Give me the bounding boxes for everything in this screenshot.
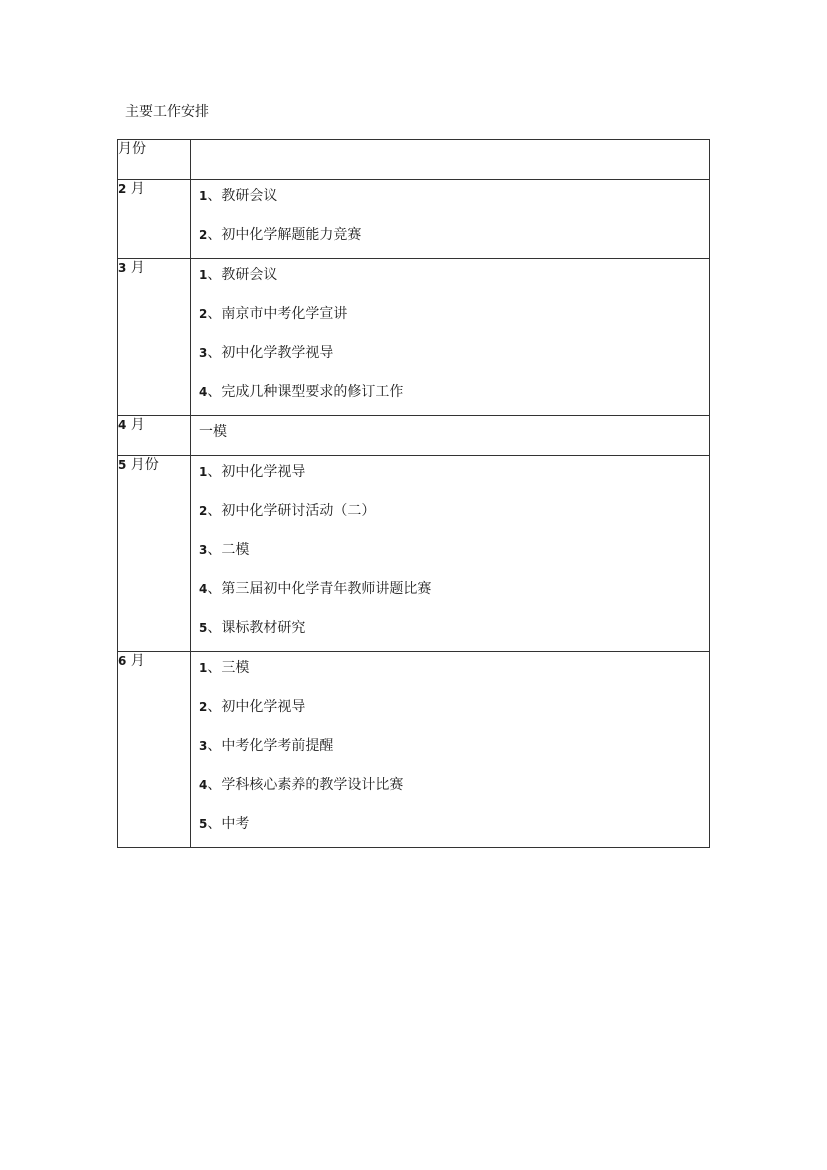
item-text: 、二模 xyxy=(207,542,250,558)
month-number: 6 xyxy=(118,654,127,668)
list-item xyxy=(191,769,709,808)
task-list-cell xyxy=(191,416,710,456)
table-row xyxy=(118,259,710,416)
item-number: 1 xyxy=(199,189,208,203)
month-cell xyxy=(118,180,191,259)
item-text: 、初中化学教学视导 xyxy=(207,345,334,361)
table-header-row xyxy=(118,140,710,180)
item-number: 1 xyxy=(199,268,208,282)
list-item xyxy=(191,534,709,573)
month-cell xyxy=(118,652,191,848)
item-number: 4 xyxy=(199,582,208,596)
item-text: 、中考 xyxy=(207,816,250,832)
list-item xyxy=(191,416,709,455)
item-number: 2 xyxy=(199,307,208,321)
item-text: 、教研会议 xyxy=(207,267,278,283)
month-label: 月份 xyxy=(126,457,159,473)
item-text: 、初中化学视导 xyxy=(207,699,306,715)
header-content-cell xyxy=(191,140,710,180)
list-item xyxy=(191,495,709,534)
month-label: 月 xyxy=(126,260,145,276)
list-item xyxy=(191,573,709,612)
item-text: 、课标教材研究 xyxy=(207,620,306,636)
list-item xyxy=(191,691,709,730)
task-list-cell xyxy=(191,456,710,652)
item-text: 、初中化学视导 xyxy=(207,464,306,480)
item-number: 2 xyxy=(199,700,208,714)
month-label: 月 xyxy=(126,653,145,669)
task-list-cell xyxy=(191,259,710,416)
item-number: 5 xyxy=(199,817,208,831)
month-cell xyxy=(118,259,191,416)
list-item xyxy=(191,652,709,691)
table-row xyxy=(118,416,710,456)
month-number: 5 xyxy=(118,458,127,472)
item-number: 2 xyxy=(199,504,208,518)
task-list-cell xyxy=(191,180,710,259)
item-number: 1 xyxy=(199,465,208,479)
item-text: 、学科核心素养的教学设计比赛 xyxy=(207,777,404,793)
list-item xyxy=(191,219,709,258)
item-text: 、初中化学解题能力竞赛 xyxy=(207,227,362,243)
item-number: 5 xyxy=(199,621,208,635)
list-item xyxy=(191,337,709,376)
item-text: 一模 xyxy=(199,424,227,440)
month-number: 4 xyxy=(118,418,127,432)
month-cell xyxy=(118,416,191,456)
item-number: 3 xyxy=(199,543,208,557)
month-label: 月 xyxy=(126,417,145,433)
work-schedule-table xyxy=(117,139,710,848)
table-row xyxy=(118,180,710,259)
table-row xyxy=(118,652,710,848)
list-item xyxy=(191,456,709,495)
task-list-cell xyxy=(191,652,710,848)
item-text: 、完成几种课型要求的修订工作 xyxy=(207,384,404,400)
header-month-cell: 月份 xyxy=(118,140,191,180)
month-number: 2 xyxy=(118,182,127,196)
document-title: 主要工作安排 xyxy=(125,104,209,120)
item-text: 、第三届初中化学青年教师讲题比赛 xyxy=(207,581,432,597)
item-number: 3 xyxy=(199,739,208,753)
item-number: 4 xyxy=(199,778,208,792)
month-label: 月 xyxy=(126,181,145,197)
item-text: 、初中化学研讨活动（二） xyxy=(207,503,376,519)
list-item xyxy=(191,612,709,651)
item-number: 3 xyxy=(199,346,208,360)
list-item xyxy=(191,298,709,337)
item-text: 、中考化学考前提醒 xyxy=(207,738,334,754)
month-cell xyxy=(118,456,191,652)
list-item xyxy=(191,259,709,298)
item-number: 4 xyxy=(199,385,208,399)
table-row xyxy=(118,456,710,652)
item-number: 1 xyxy=(199,661,208,675)
month-number: 3 xyxy=(118,261,127,275)
list-item xyxy=(191,180,709,219)
item-text: 、南京市中考化学宣讲 xyxy=(207,306,348,322)
item-text: 、教研会议 xyxy=(207,188,278,204)
list-item xyxy=(191,376,709,415)
item-text: 、三模 xyxy=(207,660,250,676)
item-number: 2 xyxy=(199,228,208,242)
list-item xyxy=(191,808,709,847)
list-item xyxy=(191,730,709,769)
